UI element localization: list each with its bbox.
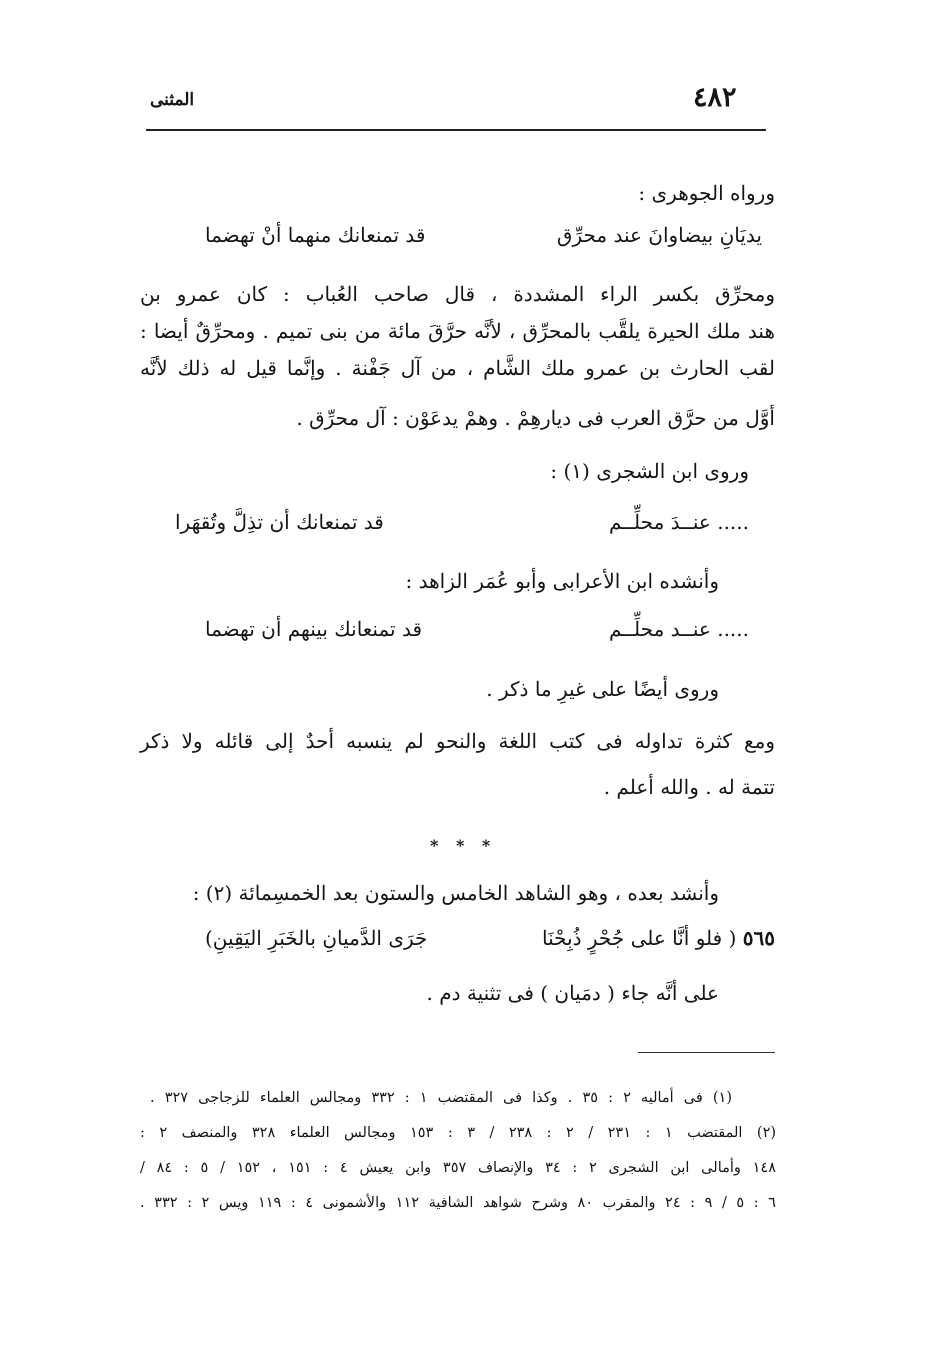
intro-jawhari: ورواه الجوهرى : [638,181,775,205]
intro-witness: وأنشد بعده ، وهو الشاهد الخامس والستون بعد الخمسِمائة (٢) : [192,881,719,905]
verse4-right-hemistich [542,926,775,950]
section-separator: * * * [430,836,497,855]
para1-line-3: لقب الحارث بن عمرو ملك الشَّام ، من آل جَفْنة . وإنَّما قيل له ذلك لأنَّه [140,356,775,380]
verse1-right-hemistich: يديَانِ بيضاوانَ عند محرِّق [556,223,762,247]
note-other-version: وروى أيضًا على غيرِ ما ذكر . [486,677,719,701]
verse4-right-text: ( فلو أنَّا على جُحْرٍ ذُبِحْنَا [542,926,737,950]
verse3-left-hemistich: قد تمنعانك بينهم أن تهضما [205,617,423,641]
witness-number: ٥٦٥ [742,926,775,950]
footnote-2-line-3: ٦ : ٥ / ٩ : ٢٤ والمقرب ٨٠ وشرح شواهد الشافية ١١٢ والأشمونى ٤ : ١١٩ ويس ٢ : ٣٣٢ . [140,1195,776,1211]
para1-line-2: هند ملك الحيرة يلقَّب بالمحرِّق ، لأنَّه حرَّقَ مائة من بنى تميم . ومحرِّقٌ أيضا : [140,319,775,343]
verse2-left-hemistich: قد تمنعانك أن تذِلَّ وتُقهَرا [175,510,384,534]
intro-shajari: وروى ابن الشجرى (١) : [550,459,749,483]
verse3-right-hemistich: ..... عنــد محلِّــم [609,617,749,641]
para2-line-1: ومع كثرة تداوله فى كتب اللغة والنحو لم ينسبه أحدٌ إلى قائله ولا ذكر [140,729,775,753]
para2-line-2: تتمة له . والله أعلم . [603,775,775,799]
verse2-right-hemistich: ..... عنــدَ محلِّــم [609,510,749,534]
header-rule [146,129,766,131]
footnote-2-line-2: ١٤٨ وأمالى ابن الشجرى ٢ : ٣٤ والإنصاف ٣٥٧ وابن يعيش ٤ : ١٥١ ، ١٥٢ / ٥ : ٨٤ / [140,1160,777,1176]
running-title: المثنى [150,90,195,110]
para1-line-1: ومحرِّق بكسر الراء المشددة ، قال صاحب العُباب : كان عمرو بن [140,282,775,306]
footnote-2-line-1: (٢) المقتضب ١ : ٢٣١ / ٢ : ٢٣٨ / ٣ : ١٥٣ ومجالس العلماء ٣٢٨ والمنصف ٢ : [140,1125,777,1141]
page-number: ٤٨٢ [693,82,737,113]
closing-line: على أنَّه جاء ( دمَيان ) فى تثنية دم . [426,981,719,1005]
footnote-1: (١) فى أماليه ٢ : ٣٥ . وكذا فى المقتضب ١ : ٣٣٢ ومجالس العلماء للزجاجى ٣٢٧ . [150,1090,733,1106]
verse1-left-hemistich: قد تمنعانك منهما أنْ تهضما [205,223,426,247]
footnote-rule [638,1052,775,1053]
verse4-left-hemistich: جَرَى الدَّميانِ بالخَبَرِ اليَقِينِ) [205,926,428,950]
para1-line-4: أوَّل من حرَّق العرب فى ديارهِمْ . وهمْ يدعَوْن : آل محرِّق . [296,406,775,430]
intro-arabi: وأنشده ابن الأعرابى وأبو عُمَر الزاهد : [405,569,719,593]
